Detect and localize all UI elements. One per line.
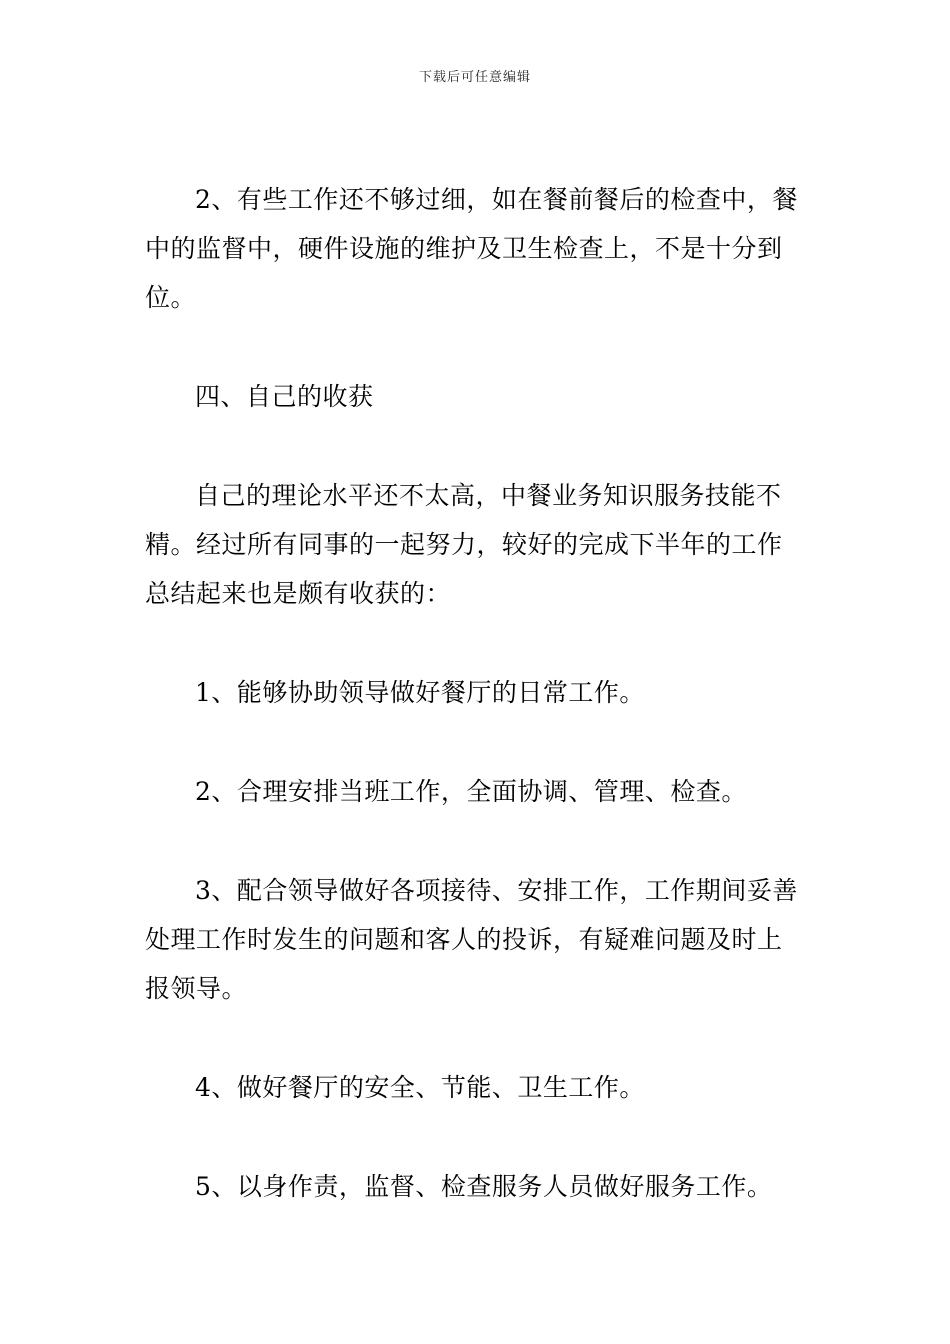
list-item-gain-5: 5、以身作责，监督、检查服务人员做好服务工作。 xyxy=(195,1172,773,1201)
list-item-gain-3: 3、配合领导做好各项接待、安排工作，工作期间妥善处理工作时发生的问题和客人的投诉，有疑难问题及时上报领导。 xyxy=(145,876,798,1003)
list-item-gain-1: 1、能够协助领导做好餐厅的日常工作。 xyxy=(195,678,645,707)
section-heading-gains: 四、自己的收获 xyxy=(195,382,374,411)
list-item-gain-2: 2、合理安排当班工作，全面协调、管理、检查。 xyxy=(195,777,747,806)
list-item-gain-4: 4、做好餐厅的安全、节能、卫生工作。 xyxy=(195,1073,645,1102)
document-body xyxy=(145,175,807,1211)
paragraph-gains-intro: 自己的理论水平还不太高，中餐业务知识服务技能不精。经过所有同事的一起努力，较好的完成下半年的工作总结起来也是颇有收获的： xyxy=(145,481,783,608)
header-note: 下载后可任意编辑 xyxy=(418,70,531,85)
paragraph-shortcoming-2: 2、有些工作还不够过细，如在餐前餐后的检查中，餐中的监督中，硬件设施的维护及卫生检查上，不是十分到位。 xyxy=(145,185,798,312)
